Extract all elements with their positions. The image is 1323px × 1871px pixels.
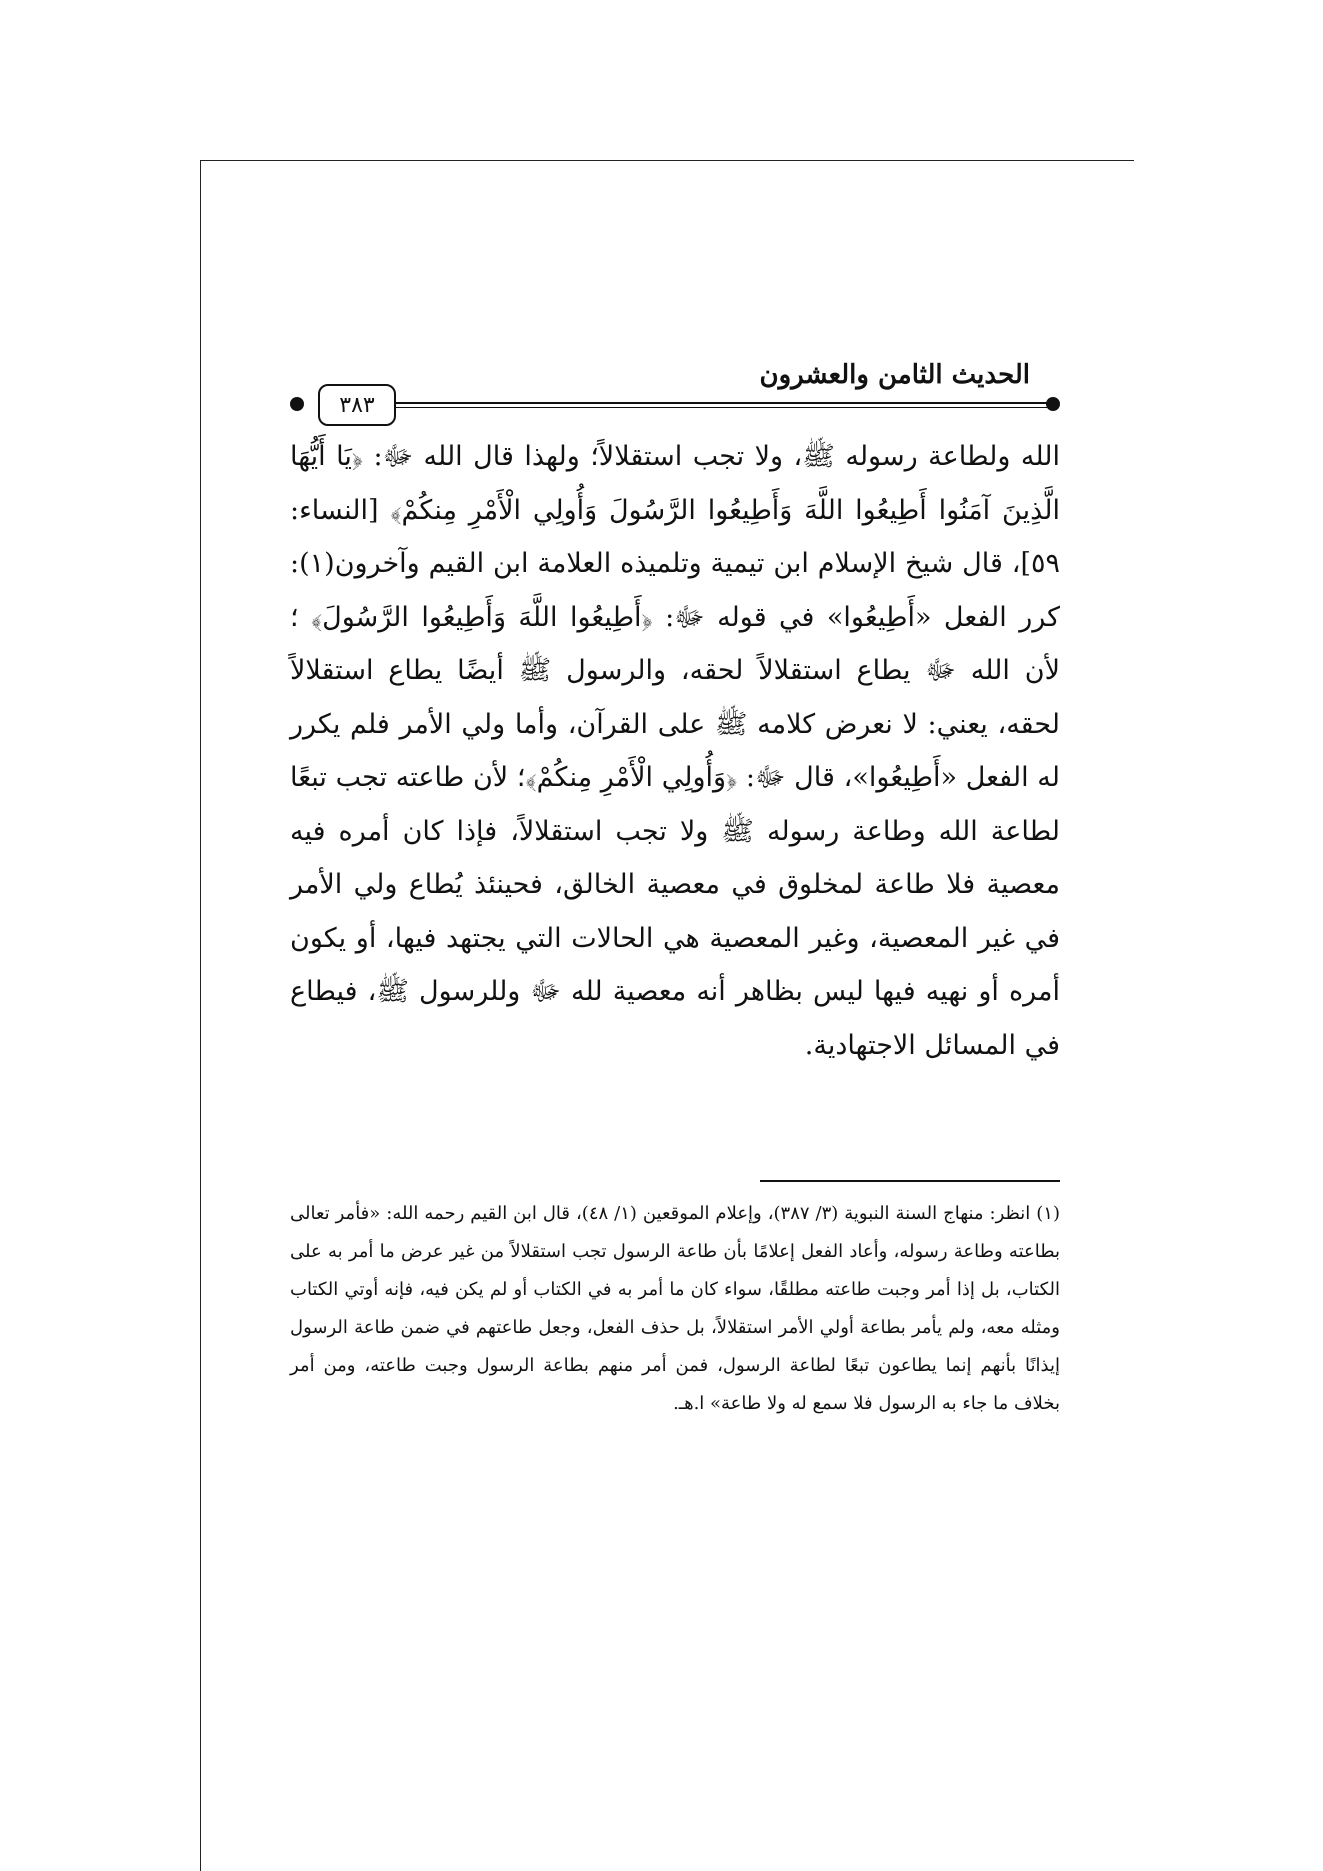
running-title: الحديث الثامن والعشرون	[759, 360, 1030, 390]
crop-mark-vertical	[200, 160, 201, 1871]
header-rule	[390, 402, 1050, 404]
body-paragraph: الله ولطاعة رسوله ﷺ، ولا تجب استقلالاً؛ ولهذا قال الله ﷻ: ﴿يَا أَيُّهَا الَّذِينَ آمَنُوا أَطِيعُوا اللَّهَ وَأَطِيعُوا الرَّسُولَ وَأُولِي الْأَمْرِ مِنكُمْ﴾ [النساء: ٥٩]، قال شيخ الإسلام ابن تيمية وتلميذه العلامة ابن القيم وآخرون(١): كرر الفعل «أَطِيعُوا» في قوله ﷻ: ﴿أَطِيعُوا اللَّهَ وَأَطِيعُوا الرَّسُولَ﴾ ؛ لأن الله ﷻ يطاع استقلالاً لحقه، والرسول ﷺ أيضًا يطاع استقلالاً لحقه، يعني: لا نعرض كلامه ﷺ على القرآن، وأما ولي الأمر فلم يكرر له الفعل «أَطِيعُوا»، قال ﷻ: ﴿وَأُولِي الْأَمْرِ مِنكُمْ﴾؛ لأن طاعته تجب تبعًا لطاعة الله وطاعة رسوله ﷺ ولا تجب استقلالاً، فإذا كان أمره فيه معصية فلا طاعة لمخلوق في معصية الخالق، فحينئذ يُطاع ولي الأمر في غير المعصية، وغير المعصية هي الحالات التي يجتهد فيها، أو يكون أمره أو نهيه فيها ليس بظاهر أنه معصية لله ﷻ وللرسول ﷺ، فيطاع في المسائل الاجتهادية.	[290, 441, 1060, 1061]
page-header	[290, 360, 1060, 420]
page-number: ٣٨٣	[318, 384, 396, 426]
main-text	[290, 430, 1060, 1072]
header-ornament-left	[290, 397, 304, 411]
footnote-separator	[760, 1180, 1060, 1182]
footnote	[290, 1195, 1060, 1423]
crop-mark-horizontal	[200, 160, 1134, 161]
footnote-text: (١) انظر: منهاج السنة النبوية (٣/ ٣٨٧)، وإعلام الموقعين (١/ ٤٨)، قال ابن القيم رحمه الله: «فأمر تعالى بطاعته وطاعة رسوله، وأعاد الفعل إعلامًا بأن طاعة الرسول تجب استقلالاً من غير عرض ما أمر به على الكتاب، بل إذا أمر وجبت طاعته مطلقًا، سواء كان ما أمر به في الكتاب أو لم يكن فيه، فإنه أوتي الكتاب ومثله معه، ولم يأمر بطاعة أولي الأمر استقلالاً، بل حذف الفعل، وجعل طاعتهم في ضمن طاعة الرسول إيذانًا بأنهم إنما يطاعون تبعًا لطاعة الرسول، فمن أمر منهم بطاعة الرسول وجبت طاعته، ومن أمر بخلاف ما جاء به الرسول فلا سمع له ولا طاعة» ا.هـ.	[290, 1203, 1060, 1414]
header-rule-thin	[390, 407, 1050, 408]
header-ornament-right	[1046, 397, 1060, 411]
